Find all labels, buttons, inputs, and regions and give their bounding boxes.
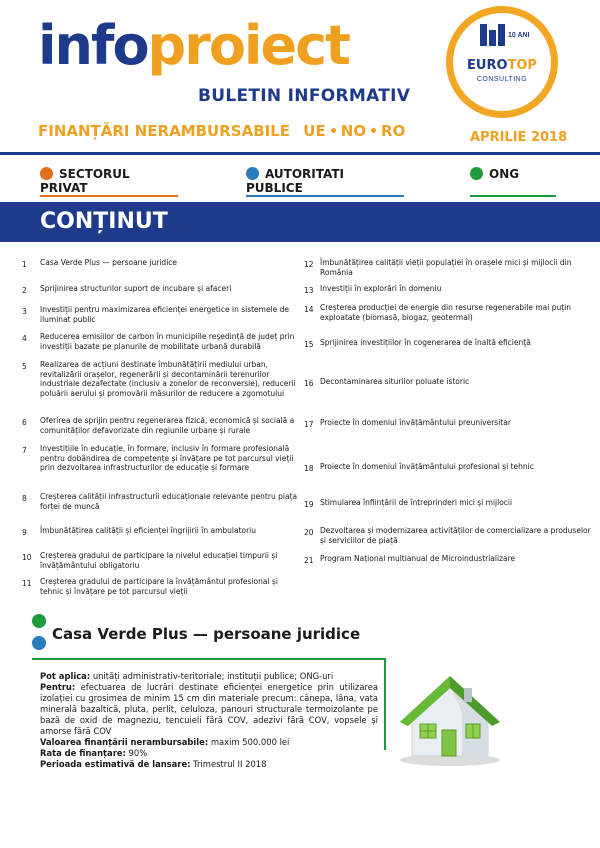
toc-item-title: Reducerea emisiilor de carbon în municipiile reședință de județ prin investiții bazate pe planurile de mobilitate urbană durabilă <box>40 332 295 351</box>
eligibility-label: Pot aplica: <box>40 671 91 681</box>
launch-period-label: Perioada estimativă de lansare: <box>40 759 191 769</box>
toc-item-number: 21 <box>304 556 314 565</box>
toc-item-number: 18 <box>304 464 314 473</box>
logo-name-euro: EURO <box>467 58 508 73</box>
issue-date: APRILIE 2018 <box>470 130 568 145</box>
toc-item-title: Creșterea calității infrastructurii educaționale relevante pentru piața forței de muncă <box>40 492 298 511</box>
toc-item-number: 5 <box>22 362 27 371</box>
tagline-main: FINANȚĂRI NERAMBURSABILE <box>38 122 291 140</box>
blue-dot-icon <box>246 167 259 180</box>
article-header <box>32 614 382 658</box>
toc-item-number: 9 <box>22 528 27 537</box>
toc-item-number: 2 <box>22 286 27 295</box>
toc-item-title: Investiții pentru maximizarea eficienței energetice in sistemele de iluminat public <box>40 305 290 324</box>
category-underline <box>470 195 556 197</box>
funding-rate-line <box>40 748 378 759</box>
purpose-label: Pentru: <box>40 682 76 692</box>
toc-item-title: Sprijinirea structurilor suport de incubare și afaceri <box>40 284 232 293</box>
funding-value-label: Valoarea finanțării nerambursabile: <box>40 737 209 747</box>
category-public-authorities <box>246 167 404 197</box>
toc-item-number: 7 <box>22 446 27 455</box>
tagline-code-no: NO <box>340 122 367 140</box>
toc-item-number: 17 <box>304 420 314 429</box>
toc-item-number: 1 <box>22 260 27 269</box>
funding-rate-text: 90% <box>128 748 148 758</box>
purpose-text: efectuarea de lucrări destinate eficienței energetice prin utilizarea izolației cu grosimea de minim 15 cm din materiale precum: cânepa, lâna, vata minerală bazaltică, pluta, perlit, celuloza, panouri structurale termoizolante pe bază de oxid de magneziu, tencuieli fără COV, adezivi fără COV, vopsele și amorse fără COV <box>40 682 378 736</box>
toc-item-title: Program Național multianual de Microindustrializare <box>320 554 516 563</box>
toc-item-number: 16 <box>304 379 314 388</box>
toc-item-number: 19 <box>304 500 314 509</box>
toc-item-number: 20 <box>304 528 314 537</box>
toc-item-number: 12 <box>304 260 314 269</box>
logo-anniversary: 10 ANI <box>508 32 530 39</box>
toc-item-title: Sprijinirea investițiilor în cogenerarea de înaltă eficiență <box>320 338 531 347</box>
category-bar <box>0 152 600 200</box>
launch-period-text: Trimestrul II 2018 <box>193 759 267 769</box>
tagline-separator-dot <box>331 128 336 133</box>
category-label: AUTORITATI PUBLICE <box>246 167 345 195</box>
toc-item-number: 4 <box>22 334 27 343</box>
logo-name <box>446 58 558 73</box>
contents-band <box>0 202 600 242</box>
toc-item-number: 15 <box>304 340 314 349</box>
category-label: SECTORUL PRIVAT <box>40 167 130 195</box>
toc-item-title: Proiecte în domeniul învățământului profesional și tehnic <box>320 462 534 471</box>
toc-item-title: Creșterea gradului de participare la nivelul educației timpurii și învățământului obligatoriu <box>40 551 278 570</box>
tagline <box>38 122 405 140</box>
category-underline <box>40 195 178 197</box>
toc-item-title: Casa Verde Plus — persoane juridice <box>40 258 178 267</box>
brand-info: info <box>38 14 148 77</box>
toc-item-title: Creșterea gradului de participare la învățământul profesional și tehnic și învățare pe tot parcursul vieții <box>40 577 278 596</box>
funding-value-text: maxim 500.000 lei <box>210 737 290 747</box>
toc-item-title: Îmbunătățirea calității vieții populației în orașele mici și mijlocii din România <box>320 258 572 277</box>
eligibility-text: unități administrativ-teritoriale; instituții publice; ONG-uri <box>92 671 334 681</box>
toc-item-number: 14 <box>304 305 314 314</box>
category-label: ONG <box>489 167 520 181</box>
tagline-separator-dot <box>371 128 376 133</box>
brand-proiect: proiect <box>147 14 349 77</box>
toc-item-number: 8 <box>22 494 27 503</box>
funding-value-line <box>40 737 378 748</box>
table-of-contents <box>0 246 600 602</box>
toc-item-number: 11 <box>22 579 32 588</box>
article-divider-vertical <box>384 658 386 750</box>
green-house-icon <box>392 666 508 768</box>
eligibility-line <box>40 671 378 682</box>
blue-dot-icon <box>32 636 46 650</box>
toc-item-title: Creșterea producției de energie din resurse regenerabile mai puțin exploatate (biomasă, biogaz, geotermal) <box>320 303 572 322</box>
toc-item-title: Decontaminarea siturilor poluate istoric <box>320 377 470 386</box>
logo-name-top: TOP <box>507 58 537 73</box>
toc-item-number: 3 <box>22 307 27 316</box>
toc-item-title: Oferirea de sprijin pentru regenerarea fizică, economică și socială a comunităților defavorizate din regiunile urbane și rurale <box>40 416 295 435</box>
toc-item-title: Dezvoltarea și modernizarea activităților de comercializare a produselor și serviciilor de piață <box>320 526 591 545</box>
article-body <box>40 671 378 770</box>
category-underline <box>246 195 404 197</box>
toc-item-title: Proiecte în domeniul învățământului preuniversitar <box>320 418 511 427</box>
tagline-code-ro: RO <box>381 122 406 140</box>
green-dot-icon <box>470 167 483 180</box>
toc-item-title: Îmbunătățirea calității și eficienței îngrijirii în ambulatoriu <box>40 526 257 535</box>
green-dot-icon <box>32 614 46 628</box>
orange-dot-icon <box>40 167 53 180</box>
funding-rate-label: Rata de finanțare: <box>40 748 126 758</box>
brand-wordmark <box>38 14 349 78</box>
toc-item-title: Investiții în explorări în domeniu <box>320 284 442 293</box>
logo-consulting: CONSULTING <box>476 76 528 83</box>
category-ngo <box>470 167 556 197</box>
newsletter-subtitle: BULETIN INFORMATIV <box>198 86 411 106</box>
toc-item-title: Realizarea de acțiuni destinate îmbunătățirii mediului urban, revitalizării orașelor, regenerării și decontaminării terenurilor industriale dezafectate (inclusiv a zonelor de reconversie), reducerii poluării aerului și promovării măsurilor de reducere a zgomotului <box>40 360 296 398</box>
eurotop-logo <box>446 6 558 118</box>
tagline-code-ue: UE <box>303 122 326 140</box>
toc-item-number: 6 <box>22 418 27 427</box>
toc-item-title: Stimularea înființării de întreprinderi mici și mijlocii <box>320 498 513 507</box>
category-private-sector <box>40 167 178 197</box>
header <box>0 0 600 152</box>
toc-item-number: 10 <box>22 553 32 562</box>
toc-item-number: 13 <box>304 286 314 295</box>
contents-title: CONȚINUT <box>40 209 168 234</box>
launch-period-line <box>40 759 378 770</box>
toc-item-title: Investițiile în educație, în formare, inclusiv în formare profesională pentru dobândirea de competențe și învățare pe tot parcursul vieții prin dezvoltarea infrastructurilor de educație și formare <box>40 444 294 472</box>
article-divider <box>32 658 384 660</box>
purpose-line <box>40 682 378 737</box>
article-title: Casa Verde Plus — persoane juridice <box>52 625 361 643</box>
